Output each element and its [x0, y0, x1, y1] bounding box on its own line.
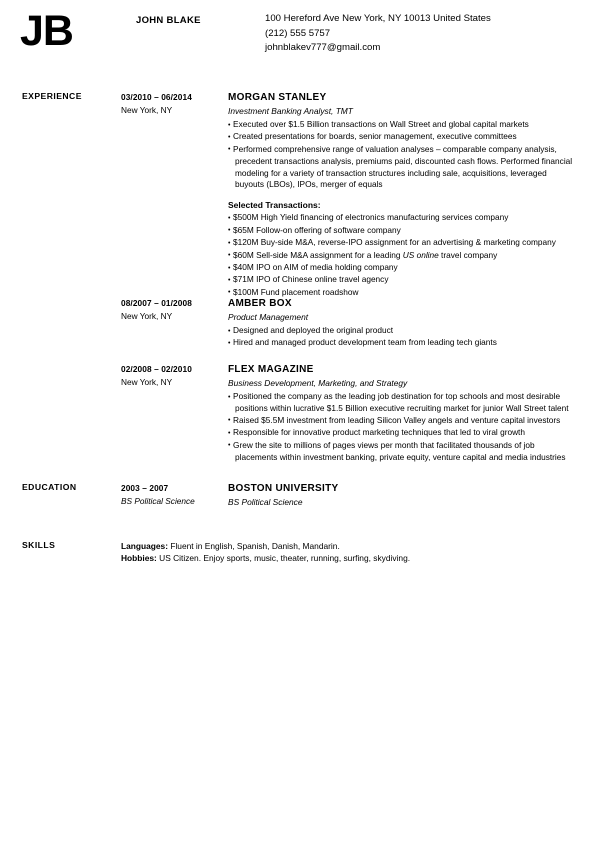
selected-transactions-heading: Selected Transactions: [228, 200, 321, 211]
entry-date-range: 03/2010 – 06/2014 [121, 92, 192, 102]
section-label-education: EDUCATION [22, 482, 77, 492]
entry-organization: BOSTON UNIVERSITY [228, 483, 339, 494]
list-item: • Positioned the company as the leading job destination for top schools and most desirable positions within lucrative $1.5 Billion executive recruiting market for junior Wall Street talent [228, 391, 576, 415]
entry-meta [121, 91, 226, 116]
monogram-logo: JB [20, 7, 73, 55]
list-item: • $40M IPO on AIM of media holding company [228, 262, 576, 274]
entry-role: Business Development, Marketing, and Strategy [228, 378, 408, 388]
skills-line [121, 540, 551, 552]
list-item: • Created presentations for boards, senior management, executive committees [228, 131, 576, 143]
entry-location: New York, NY [121, 310, 173, 321]
list-item: • $65M Follow-on offering of software company [228, 225, 576, 237]
entry-body [228, 297, 576, 350]
list-item: • $120M Buy-side M&A, reverse-IPO assignment for an advertising & marketing company [228, 237, 576, 249]
list-item: • $60M Sell-side M&A assignment for a leading US online travel company [228, 250, 576, 262]
entry-date-range: 08/2007 – 01/2008 [121, 298, 192, 308]
entry-meta [121, 363, 226, 388]
skills-line-label: Hobbies: [121, 553, 157, 563]
contact-block [265, 12, 585, 56]
contact-address: 100 Hereford Ave New York, NY 10013 United States [265, 13, 491, 24]
entry-bullet-list [228, 119, 576, 190]
entry-meta [121, 297, 226, 322]
list-item: • Designed and deployed the original product [228, 325, 576, 337]
list-item: • Grew the site to millions of pages views per month that facilitated thousands of job placements within investment banking, private equity, venture capital and media industries [228, 440, 576, 464]
contact-phone: (212) 555 5757 [265, 27, 331, 39]
section-label-skills: SKILLS [22, 540, 56, 550]
entry-role: Product Management [228, 312, 309, 322]
entry-body [228, 482, 576, 510]
list-item: • Responsible for innovative product marketing techniques that led to viral growth [228, 427, 576, 439]
entry-degree-meta: BS Political Science [121, 495, 195, 506]
list-item: • Hired and managed product development team from leading tech giants [228, 337, 576, 349]
skills-body [121, 540, 551, 564]
entry-body [228, 363, 576, 463]
entry-bullet-list [228, 325, 576, 350]
entry-role: Investment Banking Analyst, TMT [228, 106, 353, 116]
entry-organization: MORGAN STANLEY [228, 92, 327, 103]
selected-transactions-list [228, 212, 576, 299]
list-item: • Performed comprehensive range of valuation analyses – comparable company analysis, precedent transactions analysis, premiums paid, discounted cash flows. Performed financial modeling for a variety of transaction structures including sale, acquisitions, leveraged buyouts (LBOs), IPOs, merger of equals [228, 144, 576, 191]
list-item: • $71M IPO of Chinese online travel agency [228, 274, 576, 286]
entry-degree: BS Political Science [228, 497, 303, 507]
section-label-experience: EXPERIENCE [22, 91, 82, 101]
skills-line-text: Fluent in English, Spanish, Danish, Mandarin. [168, 541, 340, 551]
entry-date-range: 02/2008 – 02/2010 [121, 364, 192, 374]
entry-meta [121, 482, 226, 507]
candidate-name: JOHN BLAKE [136, 15, 201, 26]
skills-line [121, 552, 551, 564]
list-item: • $100M Fund placement roadshow [228, 287, 576, 299]
skills-line-text: US Citizen. Enjoy sports, music, theater, running, surfing, skydiving. [156, 553, 411, 563]
list-item: • Executed over $1.5 Billion transactions on Wall Street and global capital markets [228, 119, 576, 131]
list-item: • Raised $5.5M investment from leading Silicon Valley angels and venture capital investors [228, 415, 576, 427]
entry-organization: FLEX MAGAZINE [228, 364, 314, 375]
entry-location: New York, NY [121, 104, 173, 115]
entry-body [228, 91, 576, 299]
list-item: • $500M High Yield financing of electronics manufacturing services company [228, 212, 576, 224]
entry-bullet-list [228, 391, 576, 463]
entry-location: New York, NY [121, 376, 173, 387]
skills-line-label: Languages: [121, 541, 168, 551]
entry-organization: AMBER BOX [228, 298, 292, 309]
contact-email: johnblakev777@gmail.com [265, 42, 381, 53]
resume-header [0, 0, 600, 72]
entry-date-range: 2003 – 2007 [121, 483, 169, 493]
